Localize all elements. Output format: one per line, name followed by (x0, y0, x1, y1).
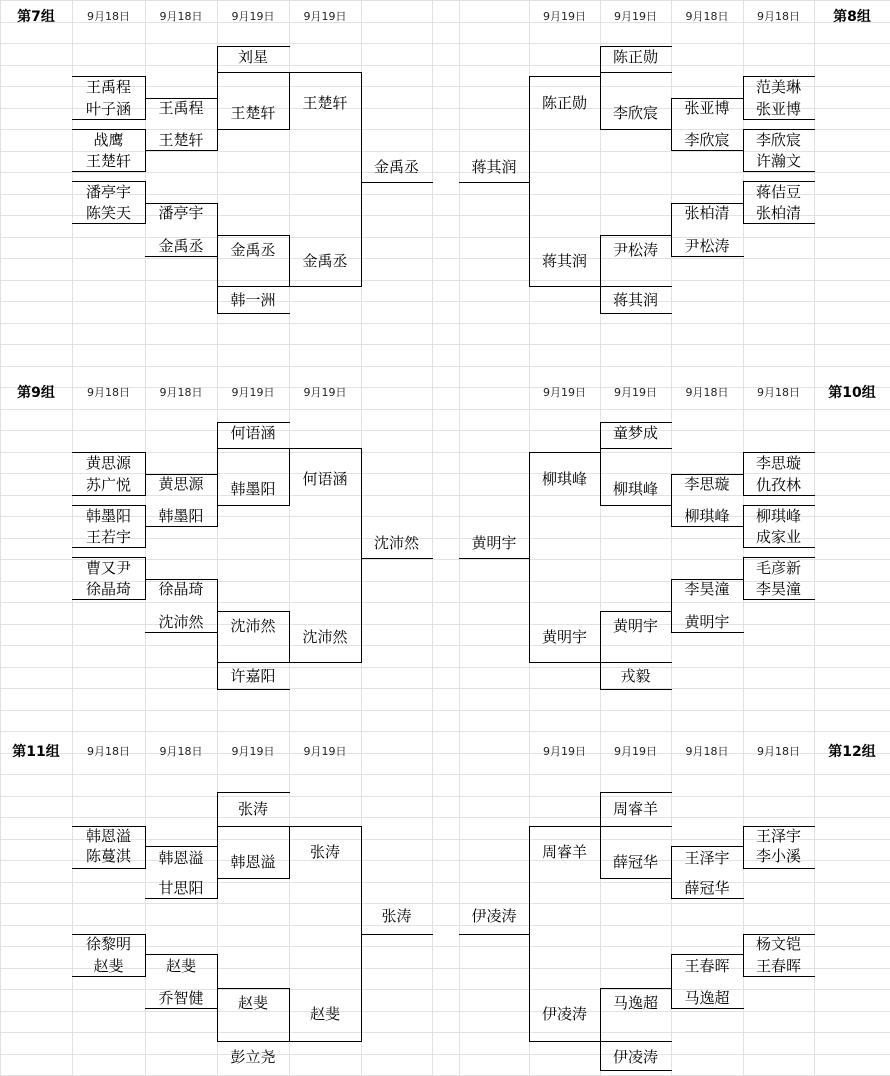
bracket-line (529, 826, 601, 827)
bracket-line (145, 846, 218, 847)
player-name: 许瀚文 (755, 151, 801, 170)
player-name: 李小溪 (755, 846, 801, 865)
player-name: 王春晖 (684, 956, 730, 975)
bracket-line (217, 662, 290, 663)
bracket-line (217, 826, 290, 827)
date-header: 9月18日 (87, 386, 130, 399)
bracket-line (361, 558, 433, 559)
player-name: 仇孜林 (755, 475, 801, 494)
bracket-line (459, 182, 530, 183)
bracket-line (72, 505, 146, 506)
date-header: 9月19日 (231, 745, 275, 758)
bracket-line (289, 448, 362, 449)
bracket-line (217, 235, 290, 236)
player-name: 伊凌涛 (541, 1004, 587, 1023)
player-name: 李思璇 (755, 453, 801, 472)
bracket-line (600, 988, 601, 1071)
date-header: 9月19日 (543, 10, 586, 23)
player-name: 黄明宇 (612, 616, 658, 635)
bracket-line (671, 632, 744, 633)
player-name: 沈沛然 (158, 612, 204, 631)
player-name: 成家业 (755, 527, 801, 546)
bracket-line (743, 171, 815, 172)
date-header: 9月18日 (685, 10, 729, 23)
date-header: 9月19日 (614, 386, 657, 399)
player-name: 张涛 (237, 799, 268, 818)
player-name: 张柏清 (755, 203, 801, 222)
bracket-line (145, 98, 218, 99)
date-header: 9月19日 (303, 386, 347, 399)
champion-name: 黄明宇 (471, 533, 517, 552)
bracket-line (743, 826, 744, 869)
bracket-line (671, 98, 744, 99)
date-header: 9月19日 (543, 745, 586, 758)
bracket-line (743, 557, 815, 558)
player-name: 柳琪峰 (684, 506, 730, 525)
bracket-line (671, 203, 744, 204)
bracket-line (743, 76, 815, 77)
player-name: 韩恩溢 (230, 852, 276, 871)
bracket-line (600, 46, 601, 130)
player-name: 杨文铠 (755, 934, 801, 953)
bracket-line (671, 526, 744, 527)
bracket-line (72, 868, 146, 869)
player-name: 韩墨阳 (85, 506, 131, 525)
bracket-line (671, 579, 672, 633)
bracket-line (743, 495, 815, 496)
player-name: 王春晖 (755, 956, 801, 975)
bracket-line (145, 474, 218, 475)
player-name: 金禹丞 (302, 251, 348, 270)
player-name: 潘亭宇 (85, 182, 131, 201)
player-name: 赵斐 (165, 956, 196, 975)
player-name: 李思璇 (684, 474, 730, 493)
player-name: 韩墨阳 (230, 479, 276, 498)
bracket-line (600, 505, 672, 506)
bracket-line (600, 611, 672, 612)
player-name: 王楚轩 (302, 93, 348, 112)
bracket-line (529, 76, 601, 77)
bracket-line (671, 954, 744, 955)
player-name: 乔智健 (158, 988, 204, 1007)
player-name: 苏广悦 (85, 475, 131, 494)
bracket-line (217, 46, 290, 47)
bracket-line (289, 1041, 362, 1042)
bracket-line (600, 792, 601, 879)
bracket-line (600, 72, 672, 73)
player-name: 金禹丞 (230, 240, 276, 259)
player-name: 赵斐 (309, 1004, 340, 1023)
bracket-line (145, 1008, 218, 1009)
player-name: 李欣宸 (612, 103, 658, 122)
bracket-line (289, 826, 362, 827)
player-name: 赵斐 (237, 993, 268, 1012)
date-header: 9月18日 (757, 745, 800, 758)
bracket-line (671, 1008, 744, 1009)
bracket-line (743, 934, 815, 935)
player-name: 黄思源 (158, 474, 204, 493)
bracket-line (600, 129, 672, 130)
player-name: 何语涵 (302, 469, 348, 488)
bracket-line (459, 558, 530, 559)
player-name: 刘星 (237, 47, 268, 66)
bracket-line (217, 313, 290, 314)
bracket-line (361, 934, 433, 935)
player-name: 张亚博 (755, 99, 801, 118)
bracket-line (289, 72, 362, 73)
player-name: 韩一洲 (230, 290, 276, 309)
player-name: 韩墨阳 (158, 506, 204, 525)
bracket-line (72, 452, 146, 453)
bracket-line (217, 286, 290, 287)
bracket-line (600, 235, 672, 236)
player-name: 王若宇 (85, 527, 131, 546)
bracket-line (600, 422, 601, 506)
bracket-line (600, 792, 672, 793)
bracket-line (529, 286, 601, 287)
bracket-line (743, 976, 815, 977)
group-title-right: 第10组 (828, 385, 876, 401)
date-header: 9月18日 (685, 386, 729, 399)
player-name: 战鹰 (93, 130, 124, 149)
bracket-line (217, 422, 290, 423)
bracket-line (72, 599, 146, 600)
champion-name: 伊凌涛 (471, 906, 517, 925)
date-header: 9月19日 (231, 10, 275, 23)
player-name: 许嘉阳 (230, 666, 276, 685)
bracket-line (600, 313, 672, 314)
bracket-line (72, 181, 146, 182)
player-name: 沈沛然 (302, 627, 348, 646)
player-name: 范美琳 (755, 77, 801, 96)
bracket-line (743, 181, 815, 182)
date-header: 9月19日 (303, 745, 347, 758)
bracket-line (600, 1070, 672, 1071)
bracket-line (217, 988, 290, 989)
player-name: 尹松涛 (612, 240, 658, 259)
date-header: 9月19日 (543, 386, 586, 399)
bracket-line (145, 256, 218, 257)
player-name: 韩恩溢 (158, 848, 204, 867)
player-name: 尹松涛 (684, 236, 730, 255)
bracket-line (217, 792, 290, 793)
bracket-line (671, 150, 744, 151)
bracket-line (289, 286, 362, 287)
bracket-line (743, 599, 815, 600)
bracket-line (529, 452, 601, 453)
bracket-line (671, 474, 672, 527)
date-header: 9月18日 (87, 10, 130, 23)
player-name: 周睿羊 (541, 842, 587, 861)
bracket-line (217, 689, 290, 690)
player-name: 黄明宇 (541, 627, 587, 646)
bracket-line (671, 954, 672, 1009)
player-name: 陈蔓淇 (85, 846, 131, 865)
player-name: 王禹程 (85, 77, 131, 96)
bracket-line (145, 898, 218, 899)
bracket-line (361, 448, 362, 663)
bracket-line (72, 119, 146, 120)
player-name: 柳琪峰 (755, 506, 801, 525)
player-name: 马逸超 (684, 988, 730, 1007)
player-name: 李昊潼 (755, 579, 801, 598)
bracket-line (217, 448, 290, 449)
bracket-line (671, 846, 744, 847)
date-header: 9月19日 (614, 745, 657, 758)
group-title-left: 第7组 (17, 9, 55, 25)
bracket-line (671, 579, 744, 580)
bracket-line (72, 223, 146, 224)
player-name: 马逸超 (612, 993, 658, 1012)
player-name: 李欣宸 (684, 130, 730, 149)
player-name: 张涛 (309, 842, 340, 861)
player-name: 伊凌涛 (612, 1047, 658, 1066)
player-name: 王楚轩 (85, 151, 131, 170)
player-name: 柳琪峰 (612, 479, 658, 498)
player-name: 王泽宇 (755, 826, 801, 845)
player-name: 戎毅 (620, 666, 651, 685)
date-header: 9月18日 (757, 386, 800, 399)
bracket-line (217, 1041, 290, 1042)
player-name: 蒋佶豆 (755, 182, 801, 201)
date-header: 9月18日 (159, 386, 203, 399)
player-name: 薛冠华 (684, 878, 730, 897)
date-header: 9月18日 (159, 745, 203, 758)
bracket-line (361, 72, 362, 287)
player-name: 黄思源 (85, 453, 131, 472)
player-name: 毛彦新 (755, 558, 801, 577)
player-name: 李欣宸 (755, 130, 801, 149)
date-header: 9月19日 (231, 386, 275, 399)
date-header: 9月18日 (757, 10, 800, 23)
bracket-line (72, 129, 146, 130)
bracket-line (600, 662, 672, 663)
bracket-line (600, 878, 672, 879)
player-name: 王泽宇 (684, 848, 730, 867)
player-name: 薛冠华 (612, 852, 658, 871)
bracket-line (289, 662, 362, 663)
bracket-line (600, 1041, 672, 1042)
bracket-line (743, 119, 815, 120)
bracket-line (600, 826, 672, 827)
player-name: 何语涵 (230, 423, 276, 442)
bracket-line (145, 203, 218, 204)
bracket-line (671, 846, 672, 899)
bracket-line (600, 422, 672, 423)
bracket-line (743, 452, 815, 453)
bracket-line (600, 988, 672, 989)
player-name: 陈正勋 (541, 93, 587, 112)
bracket-line (72, 976, 146, 977)
group-title-left: 第11组 (12, 744, 60, 760)
bracket-line (217, 611, 290, 612)
bracket-line (72, 495, 146, 496)
bracket-line (72, 171, 146, 172)
bracket-line (671, 203, 672, 257)
bracket-line (600, 235, 601, 314)
player-name: 徐晶琦 (158, 579, 204, 598)
bracket-line (600, 46, 672, 47)
bracket-line (529, 1041, 601, 1042)
bracket-line (743, 505, 815, 506)
player-name: 王禹程 (158, 98, 204, 117)
bracket-line (600, 448, 672, 449)
bracket-line (459, 934, 530, 935)
bracket-line (72, 934, 146, 935)
bracket-line (217, 72, 290, 73)
bracket-line (743, 547, 815, 548)
bracket-line (600, 611, 601, 690)
champion-name: 沈沛然 (373, 533, 419, 552)
bracket-line (743, 868, 815, 869)
player-name: 柳琪峰 (541, 469, 587, 488)
bracket-line (671, 98, 672, 151)
bracket-line (743, 129, 815, 130)
player-name: 陈笑天 (85, 203, 131, 222)
player-name: 彭立尧 (230, 1047, 276, 1066)
player-name: 李昊潼 (684, 579, 730, 598)
bracket-line (743, 934, 744, 977)
date-header: 9月18日 (685, 745, 729, 758)
champion-name: 金禹丞 (373, 157, 419, 176)
bracket-line (743, 223, 815, 224)
group-title-right: 第12组 (828, 744, 876, 760)
bracket-line (671, 256, 744, 257)
player-name: 陈正勋 (612, 47, 658, 66)
bracket-line (217, 129, 290, 130)
bracket-line (145, 150, 218, 151)
bracket-line (600, 689, 672, 690)
bracket-line (529, 662, 601, 663)
bracket-line (72, 547, 146, 548)
player-name: 王楚轩 (158, 130, 204, 149)
player-name: 蒋其润 (541, 251, 587, 270)
player-name: 曹又尹 (85, 558, 131, 577)
player-name: 童梦成 (612, 423, 658, 442)
player-name: 韩恩溢 (85, 826, 131, 845)
bracket-line (743, 826, 815, 827)
bracket-line (671, 474, 744, 475)
player-name: 徐晶琦 (85, 579, 131, 598)
date-header: 9月19日 (303, 10, 347, 23)
bracket-line (72, 76, 146, 77)
bracket-line (145, 632, 218, 633)
date-header: 9月19日 (614, 10, 657, 23)
player-name: 周睿羊 (612, 799, 658, 818)
player-name: 蒋其润 (612, 290, 658, 309)
champion-name: 张涛 (381, 906, 412, 925)
player-name: 王楚轩 (230, 103, 276, 122)
champion-name: 蒋其润 (471, 157, 517, 176)
bracket-line (217, 878, 290, 879)
player-name: 金禹丞 (158, 236, 204, 255)
bracket-line (145, 579, 218, 580)
player-name: 沈沛然 (230, 616, 276, 635)
bracket-line (671, 898, 744, 899)
bracket-line (72, 826, 146, 827)
player-name: 甘思阳 (158, 878, 204, 897)
bracket-line (145, 526, 218, 527)
bracket-line (217, 505, 290, 506)
bracket-line (361, 182, 433, 183)
bracket-line (72, 557, 146, 558)
player-name: 赵斐 (93, 956, 124, 975)
date-header: 9月18日 (87, 745, 130, 758)
player-name: 徐黎明 (85, 934, 131, 953)
bracket-line (145, 954, 218, 955)
group-title-left: 第9组 (17, 385, 55, 401)
player-name: 潘亭宇 (158, 203, 204, 222)
group-title-right: 第8组 (833, 9, 871, 25)
date-header: 9月18日 (159, 10, 203, 23)
player-name: 张柏清 (684, 203, 730, 222)
bracket-line (600, 286, 672, 287)
player-name: 叶子涵 (85, 99, 131, 118)
player-name: 张亚博 (684, 98, 730, 117)
player-name: 黄明宇 (684, 612, 730, 631)
